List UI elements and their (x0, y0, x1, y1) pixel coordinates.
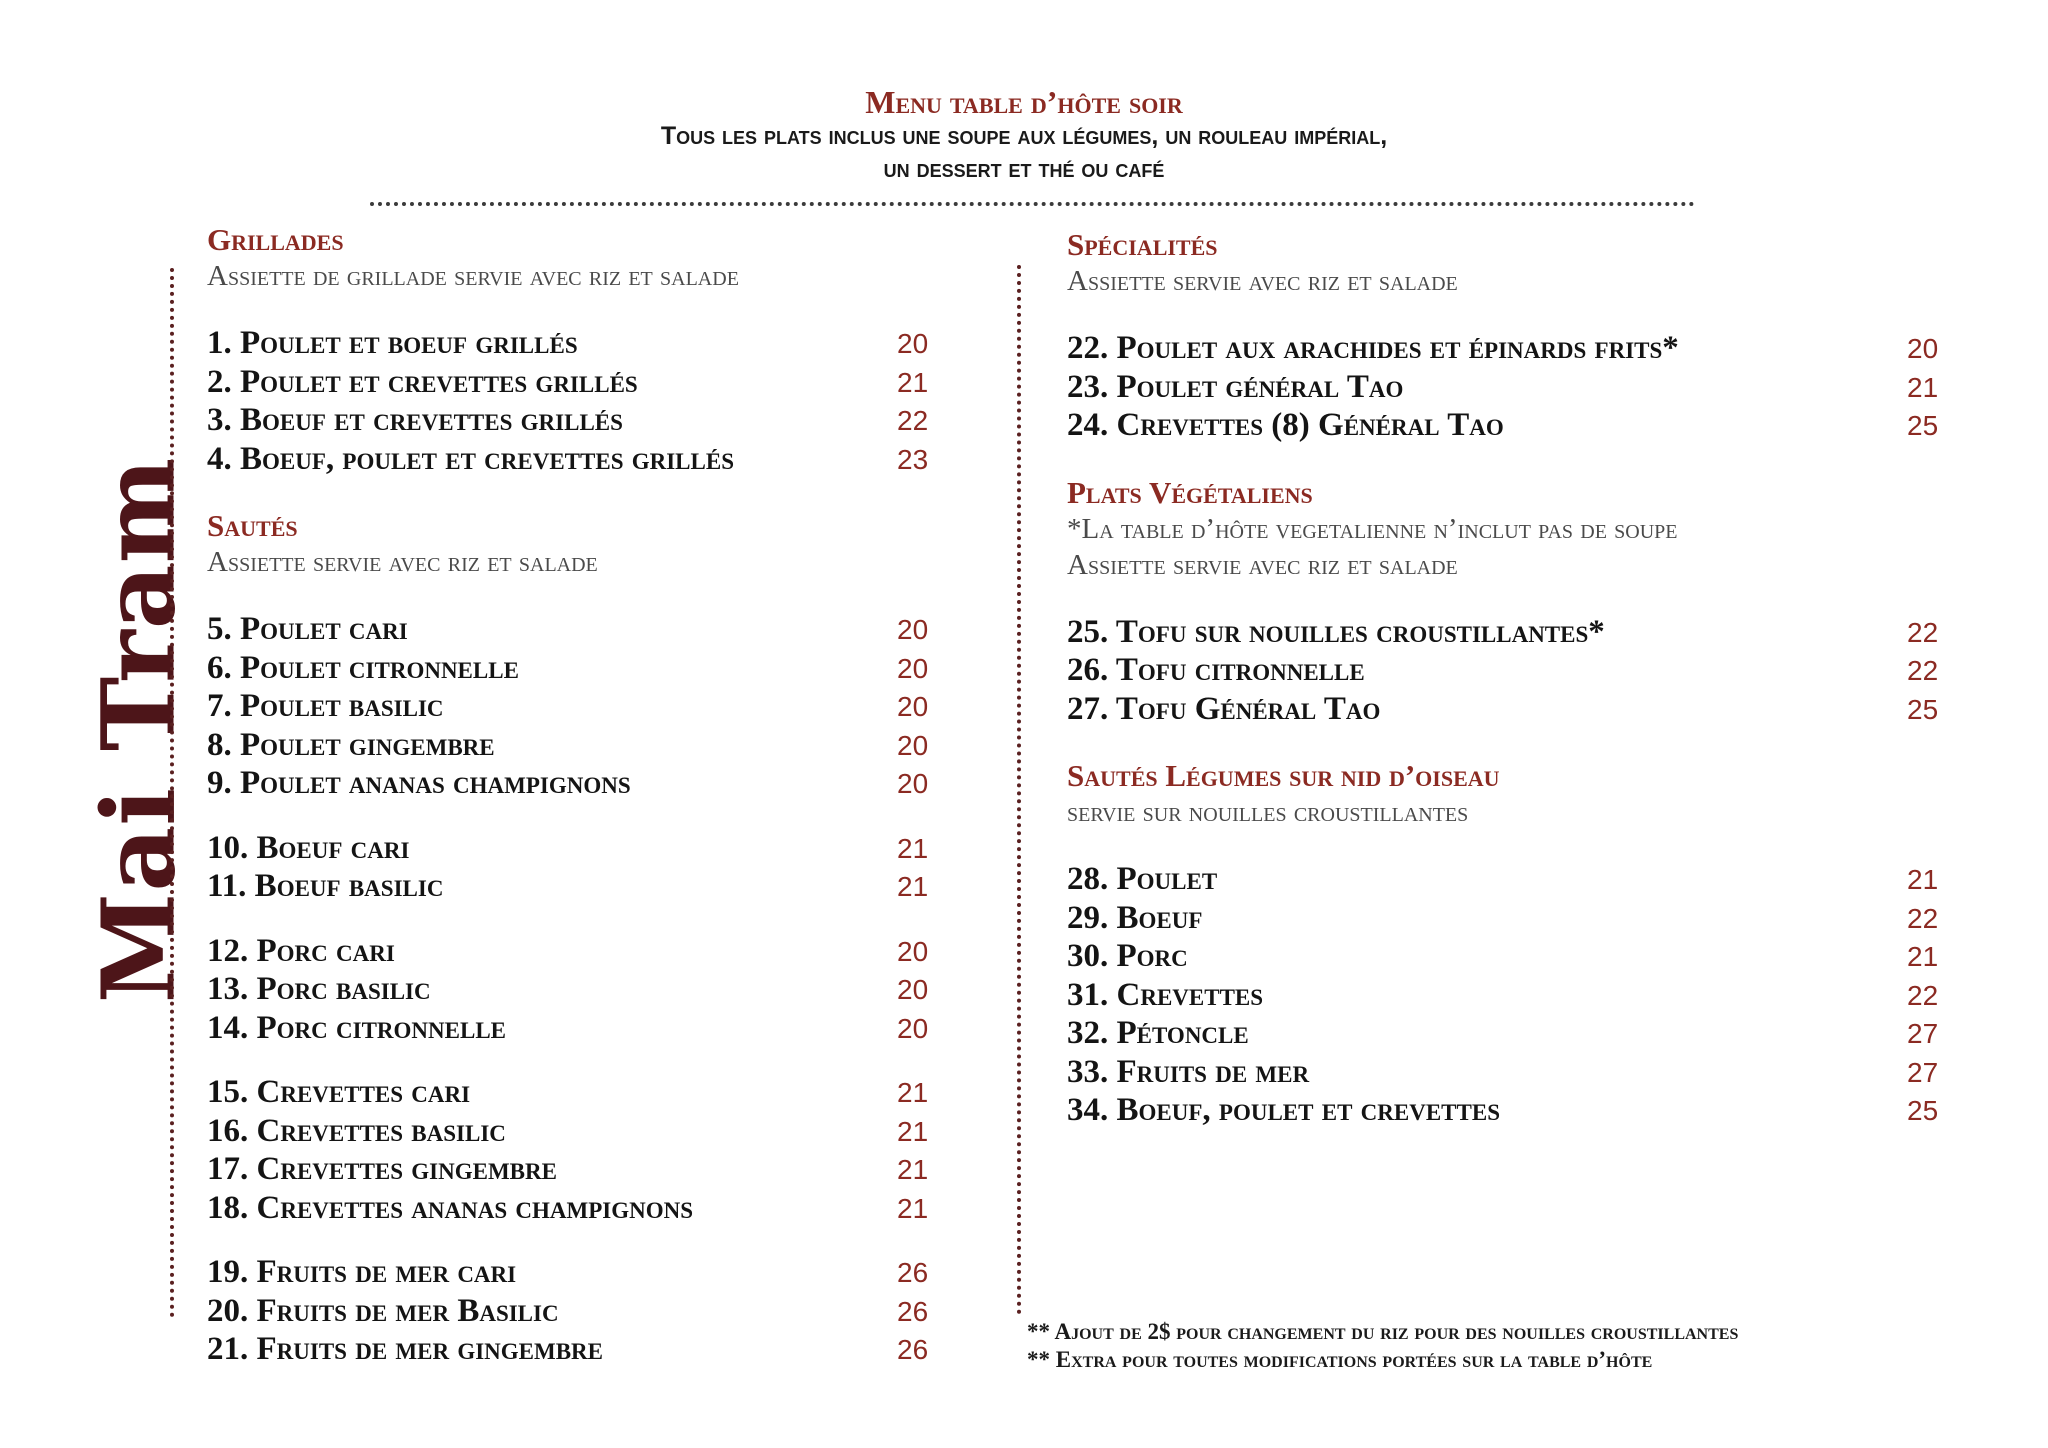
menu-item-name: 32. Pétoncle (1067, 1015, 1249, 1051)
footnotes (1027, 1318, 2027, 1374)
menu-item (207, 867, 957, 906)
section-grillades (207, 222, 957, 478)
menu-item-price: 21 (897, 1192, 929, 1224)
menu-item-price: 21 (897, 1154, 929, 1185)
section-subtitle: Assiette servie avec riz et salade (1067, 548, 1458, 581)
menu-item-price: 21 (897, 1077, 929, 1108)
section-subtitle: servie sur nouilles croustillantes (1067, 796, 1469, 828)
menu-item (207, 610, 957, 649)
menu-item-name: 13. Porc basilic (207, 971, 431, 1007)
right-column (1067, 227, 1967, 1160)
menu-item-price: 20 (1907, 333, 1939, 364)
menu-item-price: 27 (1907, 1056, 1939, 1088)
menu-item (207, 1253, 957, 1292)
section-specialites (1067, 227, 1967, 445)
menu-item-name: 9. Poulet ananas champignons (207, 765, 631, 801)
menu-item (1067, 613, 1967, 652)
menu-item (207, 1330, 957, 1369)
menu-item (207, 932, 957, 971)
menu-item (1067, 651, 1967, 690)
menu-item (1067, 899, 1967, 938)
menu-item-price: 25 (1907, 410, 1939, 441)
menu-item-price: 20 (897, 328, 929, 359)
brand-logo (79, 456, 198, 1004)
menu-item (207, 1189, 957, 1228)
menu-item-name: 7. Poulet basilic (207, 688, 444, 724)
menu-item-name: 19. Fruits de mer cari (207, 1254, 517, 1290)
menu-item-price: 26 (897, 1257, 929, 1288)
menu-item-price: 22 (1907, 616, 1939, 648)
menu-item-price: 20 (897, 1012, 929, 1044)
menu-item (207, 687, 957, 726)
section-title: Plats Végétaliens (1067, 474, 1313, 510)
menu-item (1067, 937, 1967, 976)
menu-item-price: 22 (1907, 655, 1939, 686)
menu-item-name: 30. Porc (1067, 938, 1188, 974)
menu-item (207, 649, 957, 688)
menu-item-name: 8. Poulet gingembre (207, 726, 495, 763)
brand-name: Mai Tram (79, 456, 198, 1004)
menu-item (207, 1112, 957, 1151)
menu-item-name: 1. Poulet et boeuf grillés (207, 325, 578, 361)
menu-item-group (207, 1073, 957, 1227)
menu-item-name: 26. Tofu citronnelle (1067, 652, 1365, 688)
section-title: Grillades (207, 222, 344, 257)
menu-title: Menu table d’hôte soir (865, 84, 1183, 120)
menu-item-price: 21 (897, 832, 929, 864)
menu-items (1067, 613, 1967, 729)
menu-item-group (207, 829, 957, 906)
menu-item-name: 31. Crevettes (1067, 976, 1264, 1013)
menu-items (1067, 329, 1967, 445)
menu-item-name: 14. Porc citronnelle (207, 1009, 507, 1046)
menu-item-group (207, 610, 957, 803)
menu-item (1067, 368, 1967, 407)
section-vegetaliens (1067, 475, 1967, 729)
section-title: Sautés (207, 508, 298, 543)
menu-item-name: 11. Boeuf basilic (207, 868, 444, 904)
menu-item (1067, 406, 1967, 445)
menu-item (207, 1292, 957, 1331)
menu-items (207, 324, 957, 478)
menu-item-name: 23. Poulet général Tao (1067, 368, 1404, 405)
menu-item-price: 26 (897, 1295, 929, 1327)
menu-item-price: 20 (897, 691, 929, 722)
menu-items (1067, 860, 1967, 1130)
menu-item-price: 23 (897, 443, 929, 475)
menu-subtitle-line1: Tous les plats inclus une soupe aux légumes, un rouleau impérial, (660, 122, 1388, 150)
section-title: Spécialités (1067, 227, 1218, 262)
menu-item-price: 25 (1907, 693, 1939, 725)
menu-item-price: 22 (1907, 902, 1939, 934)
section-nid-oiseau (1067, 758, 1967, 1130)
menu-item-price: 21 (1907, 864, 1939, 895)
menu-item (207, 1009, 957, 1048)
menu-item-price: 21 (1907, 371, 1939, 403)
menu-item-price: 20 (897, 652, 929, 684)
menu-item (1067, 860, 1967, 899)
menu-item-name: 10. Boeuf cari (207, 829, 410, 866)
menu-item (207, 363, 957, 402)
menu-item-price: 20 (897, 614, 929, 645)
menu-item-name: 18. Crevettes ananas champignons (207, 1189, 693, 1226)
menu-item-group (207, 932, 957, 1048)
menu-item-price: 21 (1907, 941, 1939, 972)
menu-item-price: 20 (897, 768, 929, 799)
menu-item-price: 20 (897, 935, 929, 967)
menu-item-name: 33. Fruits de mer (1067, 1053, 1310, 1090)
section-note: *La table d’hôte vegetalienne n’inclut pas de soupe (1067, 512, 1678, 545)
menu-item-name: 3. Boeuf et crevettes grillés (207, 402, 623, 438)
menu-item (1067, 1091, 1967, 1130)
menu-item (207, 764, 957, 803)
menu-item-name: 6. Poulet citronnelle (207, 649, 519, 686)
menu-item (1067, 1053, 1967, 1092)
menu-item-name: 27. Tofu Général Tao (1067, 690, 1381, 727)
menu-item-name: 25. Tofu sur nouilles croustillantes* (1067, 613, 1605, 650)
menu-item (1067, 1014, 1967, 1053)
menu-subtitle-line2: un dessert et thé ou café (883, 155, 1165, 183)
header-divider (370, 202, 1695, 206)
menu-item (207, 726, 957, 765)
menu-item-price: 21 (897, 1115, 929, 1147)
menu-item-name: 16. Crevettes basilic (207, 1112, 506, 1149)
menu-item (207, 401, 957, 440)
menu-item-name: 29. Boeuf (1067, 899, 1203, 936)
menu-item-name: 12. Porc cari (207, 932, 395, 969)
menu-item (207, 829, 957, 868)
menu-item-group (207, 1253, 957, 1369)
menu-item-name: 17. Crevettes gingembre (207, 1151, 557, 1187)
menu-item-price: 21 (897, 366, 929, 398)
menu-item (1067, 329, 1967, 368)
menu-item (207, 1073, 957, 1112)
menu-item-name: 22. Poulet aux arachides et épinards frits* (1067, 330, 1679, 366)
footnote: ** Ajout de 2$ pour changement du riz pour des nouilles croustillantes (1027, 1319, 1739, 1344)
section-sautes (207, 508, 957, 1369)
menu-header (0, 84, 2048, 186)
menu-item-price: 22 (897, 405, 929, 436)
menu-item-name: 15. Crevettes cari (207, 1074, 471, 1110)
menu-item (1067, 976, 1967, 1015)
footnote: ** Extra pour toutes modifications portées sur la table d’hôte (1027, 1347, 1653, 1372)
middle-vertical-divider (1017, 265, 1021, 1315)
menu-items (207, 610, 957, 1369)
menu-item-price: 27 (1907, 1018, 1939, 1049)
menu-item-name: 21. Fruits de mer gingembre (207, 1331, 604, 1367)
menu-item-name: 28. Poulet (1067, 861, 1218, 897)
menu-item-price: 26 (897, 1334, 929, 1365)
menu-item-price: 21 (897, 871, 929, 902)
menu-item (207, 970, 957, 1009)
menu-item-name: 2. Poulet et crevettes grillés (207, 363, 638, 400)
menu-item-name: 20. Fruits de mer Basilic (207, 1292, 559, 1329)
menu-item-name: 34. Boeuf, poulet et crevettes (1067, 1092, 1500, 1128)
left-column (207, 222, 957, 1399)
menu-item-price: 20 (897, 974, 929, 1005)
menu-item-group (207, 324, 957, 478)
menu-item (207, 324, 957, 363)
left-vertical-divider (170, 268, 174, 1318)
section-subtitle: Assiette servie avec riz et salade (1067, 265, 1458, 297)
menu-item-price: 22 (1907, 979, 1939, 1011)
menu-item-price: 20 (897, 729, 929, 761)
menu-item-name: 24. Crevettes (8) Général Tao (1067, 407, 1504, 443)
section-subtitle: Assiette servie avec riz et salade (207, 546, 598, 578)
menu-item-name: 5. Poulet cari (207, 611, 408, 647)
section-title: Sautés Légumes sur nid d’oiseau (1067, 758, 1500, 793)
menu-item (207, 1150, 957, 1189)
section-subtitle: Assiette de grillade servie avec riz et salade (207, 260, 739, 292)
menu-item (1067, 690, 1967, 729)
menu-item-price: 25 (1907, 1095, 1939, 1126)
menu-item (207, 440, 957, 479)
menu-item-name: 4. Boeuf, poulet et crevettes grillés (207, 440, 734, 477)
